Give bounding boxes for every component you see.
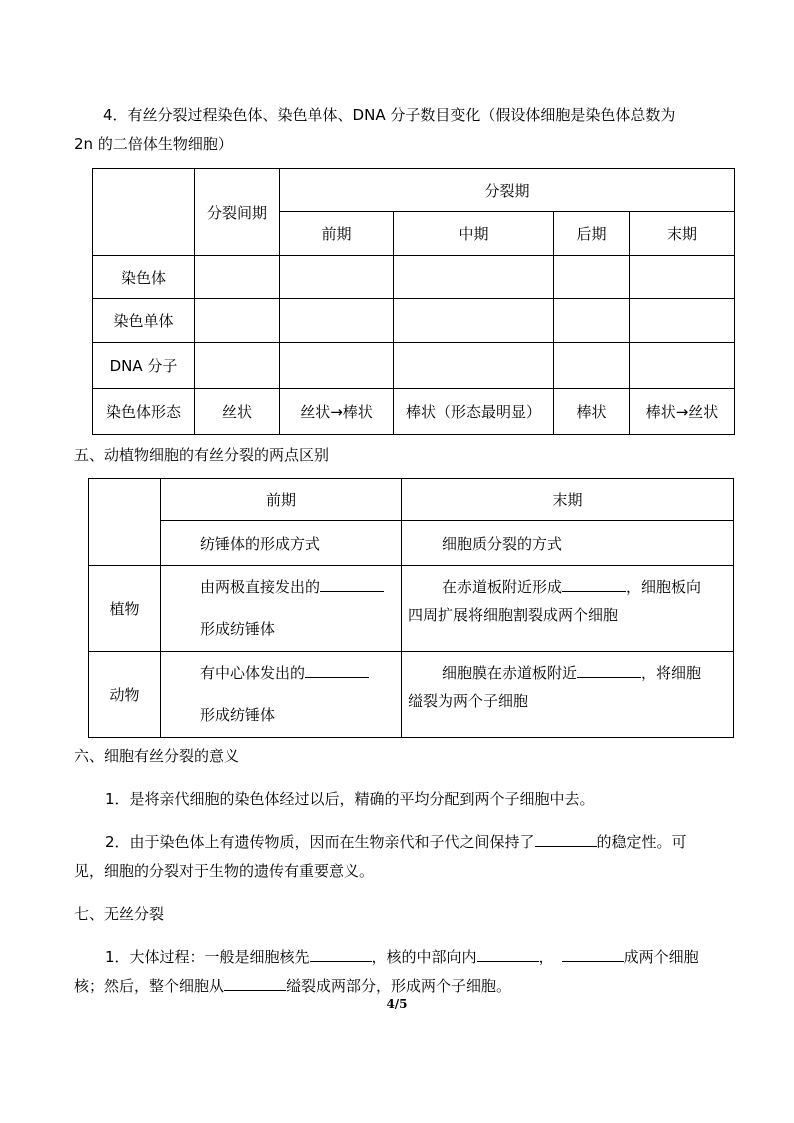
table2-plant-telophase-text-a: 在赤道板附近形成 — [442, 578, 563, 596]
table2-animal-telophase-text-c: 缢裂为两个子细胞 — [408, 692, 529, 710]
table2-spindle-subheader — [161, 521, 402, 566]
table1-row-label: 染色体 — [93, 256, 195, 299]
table2-animal-prophase-text-a: 有中心体发出的 — [200, 664, 306, 682]
table1-cell: 丝状 — [195, 389, 280, 435]
table1-phase-header: 中期 — [394, 212, 554, 256]
table1-cell — [280, 299, 394, 343]
table1-corner-cell — [93, 169, 195, 256]
page-number: 4/5 — [386, 997, 408, 1011]
section6-item2-line1 — [105, 831, 687, 853]
table2-corner-cell — [89, 479, 161, 566]
fill-blank — [477, 947, 539, 962]
section7-item1-text-a: 1．大体过程：一般是细胞核先 — [105, 948, 310, 966]
section6-heading: 六、细胞有丝分裂的意义 — [74, 747, 240, 765]
table1-cell — [554, 299, 630, 343]
table1-row-label: DNA 分子 — [93, 343, 195, 389]
section7-item1-text-b: ，核的中部向内 — [371, 948, 477, 966]
table1-interphase-header: 分裂间期 — [195, 169, 280, 256]
table2-animal-telophase-text-b: ，将细胞 — [641, 664, 702, 682]
section6-item2-text-b: 的稳定性。可 — [596, 833, 687, 851]
table2-prophase-header: 前期 — [161, 479, 402, 521]
table1-cell — [394, 343, 554, 389]
table1-row-label: 染色单体 — [93, 299, 195, 343]
table2-animal-prophase-text-b: 形成纺锤体 — [200, 706, 276, 724]
table1-mitotic-header: 分裂期 — [280, 169, 735, 212]
table2-animal-prophase-line1 — [200, 662, 369, 683]
table2-plant-telophase-line1 — [442, 576, 701, 597]
section7-item1-text-f: 缢裂成两部分，形成两个子细胞。 — [286, 977, 512, 995]
mitosis-count-table — [92, 168, 735, 435]
table1-phase-header: 后期 — [554, 212, 630, 256]
fill-blank — [224, 976, 286, 991]
table1-phase-header: 前期 — [280, 212, 394, 256]
fill-blank — [305, 663, 369, 678]
table1-cell — [195, 343, 280, 389]
section6-item1: 1．是将亲代细胞的染色体经过以后，精确的平均分配到两个子细胞中去。 — [105, 790, 595, 808]
fill-blank — [577, 663, 641, 678]
table2-plant-telophase — [402, 566, 734, 652]
table2-plant-prophase-text-b: 形成纺锤体 — [200, 620, 276, 638]
table1-cell — [280, 256, 394, 299]
section7-item1-line2 — [74, 975, 511, 997]
section7-item1-line1 — [105, 946, 699, 968]
fill-blank — [535, 832, 597, 847]
section4-line1: 4．有丝分裂过程染色体、染色单体、DNA 分子数目变化（假设体细胞是染色体总数为 — [103, 106, 676, 124]
table2-animal-telophase-line1 — [442, 662, 701, 683]
table1-cell — [394, 299, 554, 343]
section4-line2: 2n 的二倍体生物细胞） — [74, 135, 233, 153]
fill-blank — [562, 577, 626, 592]
table1-cell — [630, 299, 735, 343]
table2-plant-prophase-text-a: 由两极直接发出的 — [200, 578, 321, 596]
section7-item1-text-e: 核；然后，整个细胞从 — [74, 977, 225, 995]
table2-spindle-subheader-text: 纺锤体的形成方式 — [200, 534, 321, 553]
plant-animal-table — [88, 478, 734, 738]
table2-cytokinesis-subheader-text: 细胞质分裂的方式 — [442, 534, 563, 553]
table1-cell — [630, 343, 735, 389]
table1-cell — [554, 256, 630, 299]
table2-plant-prophase — [161, 566, 402, 652]
table2-telophase-header: 末期 — [402, 479, 734, 521]
table1-row-label: 染色体形态 — [93, 389, 195, 435]
fill-blank — [320, 577, 384, 592]
table2-animal-prophase — [161, 652, 402, 738]
section7-item1-text-c: ， — [538, 948, 554, 966]
table2-plant-telophase-text-b: ，细胞板向 — [626, 578, 702, 596]
table2-animal-label: 动物 — [89, 652, 161, 738]
section7-item1-text-d: 成两个细胞 — [623, 948, 699, 966]
fill-blank — [310, 947, 372, 962]
table1-cell: 棒状（形态最明显） — [394, 389, 554, 435]
table2-plant-prophase-line1 — [200, 576, 384, 597]
section7-heading: 七、无丝分裂 — [74, 905, 165, 923]
table1-cell: 棒状 — [554, 389, 630, 435]
table2-animal-telophase — [402, 652, 734, 738]
table2-animal-telophase-text-a: 细胞膜在赤道板附近 — [442, 664, 578, 682]
table1-cell — [280, 343, 394, 389]
section6-item2-text-a: 2．由于染色体上有遗传物质，因而在生物亲代和子代之间保持了 — [105, 833, 535, 851]
section5-heading: 五、动植物细胞的有丝分裂的两点区别 — [74, 446, 330, 464]
table1-cell: 棒状→丝状 — [630, 389, 735, 435]
fill-blank — [562, 947, 624, 962]
section6-item2-line2: 见，细胞的分裂对于生物的遗传有重要意义。 — [74, 862, 375, 880]
table1-cell — [195, 299, 280, 343]
table1-cell — [554, 343, 630, 389]
table2-plant-label: 植物 — [89, 566, 161, 652]
table2-cytokinesis-subheader — [402, 521, 734, 566]
table1-cell — [195, 256, 280, 299]
table2-plant-telophase-text-c: 四周扩展将细胞割裂成两个细胞 — [408, 606, 619, 624]
table1-cell — [394, 256, 554, 299]
table1-cell: 丝状→棒状 — [280, 389, 394, 435]
table1-cell — [630, 256, 735, 299]
table1-phase-header: 末期 — [630, 212, 735, 256]
